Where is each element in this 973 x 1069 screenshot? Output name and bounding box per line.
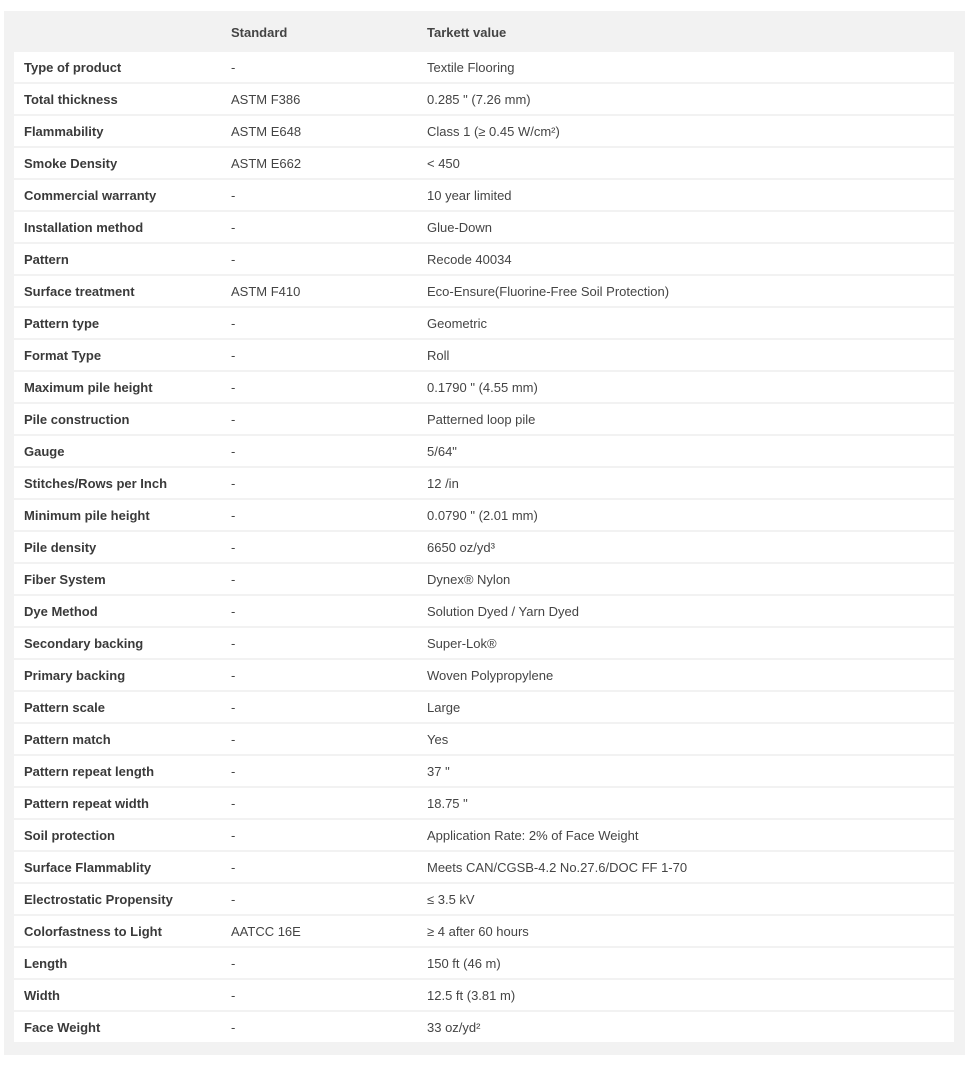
- row-value: Yes: [427, 732, 449, 747]
- row-label: Gauge: [24, 444, 65, 459]
- row-value: Super-Lok®: [427, 636, 497, 651]
- table-row: [14, 148, 954, 178]
- row-label: Face Weight: [24, 1020, 101, 1035]
- table-row: [14, 788, 954, 818]
- row-value: Application Rate: 2% of Face Weight: [427, 828, 639, 843]
- table-row: [14, 404, 954, 434]
- table-row: [14, 884, 954, 914]
- table-row: [14, 244, 954, 274]
- table-row: [14, 212, 954, 242]
- row-label: Pattern match: [24, 732, 111, 747]
- row-label: Pattern repeat length: [24, 764, 155, 779]
- row-standard: ASTM F410: [231, 284, 301, 299]
- row-label: Format Type: [24, 348, 102, 363]
- row-standard: -: [231, 732, 236, 747]
- row-value: 0.0790 " (2.01 mm): [427, 508, 538, 523]
- table-row: [14, 756, 954, 786]
- row-standard: -: [231, 572, 236, 587]
- row-standard: -: [231, 860, 236, 875]
- row-label: Surface Flammablity: [24, 860, 152, 875]
- row-standard: -: [231, 444, 236, 459]
- table-row: [14, 724, 954, 754]
- table-row: [14, 980, 954, 1010]
- row-label: Surface treatment: [24, 284, 135, 299]
- row-label: Pile construction: [24, 412, 130, 427]
- table-row: [14, 1012, 954, 1042]
- row-value: 0.1790 " (4.55 mm): [427, 380, 538, 395]
- table-row: [14, 852, 954, 882]
- row-standard: -: [231, 508, 236, 523]
- row-label: Length: [24, 956, 68, 971]
- row-label: Smoke Density: [24, 156, 118, 171]
- table-row: [14, 436, 954, 466]
- row-value: Meets CAN/CGSB-4.2 No.27.6/DOC FF 1-70: [427, 860, 688, 875]
- table-header: [4, 11, 965, 51]
- table-row: [14, 564, 954, 594]
- row-label: Commercial warranty: [24, 188, 157, 203]
- table-row: [14, 52, 954, 82]
- row-standard: -: [231, 540, 236, 555]
- row-label: Pattern: [24, 252, 69, 267]
- row-standard: -: [231, 220, 236, 235]
- row-value: < 450: [427, 156, 460, 171]
- row-value: ≤ 3.5 kV: [427, 892, 475, 907]
- header-tarkett-value: Tarkett value: [427, 25, 507, 40]
- row-label: Minimum pile height: [24, 508, 150, 523]
- row-value: 0.285 " (7.26 mm): [427, 92, 531, 107]
- table-row: [14, 500, 954, 530]
- table-row: [14, 692, 954, 722]
- row-label: Secondary backing: [24, 636, 144, 651]
- row-value: 33 oz/yd²: [427, 1020, 481, 1035]
- row-standard: -: [231, 476, 236, 491]
- row-label: Primary backing: [24, 668, 126, 683]
- row-value: 12 /in: [427, 476, 459, 491]
- row-label: Installation method: [24, 220, 144, 235]
- row-value: 10 year limited: [427, 188, 512, 203]
- row-label: Fiber System: [24, 572, 106, 587]
- table-row: [14, 660, 954, 690]
- table-row: [14, 468, 954, 498]
- spec-table: [4, 11, 965, 1055]
- row-standard: -: [231, 828, 236, 843]
- row-value: Solution Dyed / Yarn Dyed: [427, 604, 579, 619]
- table-row: [14, 916, 954, 946]
- table-row: [14, 372, 954, 402]
- row-label: Total thickness: [24, 92, 118, 107]
- table-body: [14, 52, 954, 1044]
- table-row: [14, 180, 954, 210]
- row-label: Pile density: [24, 540, 97, 555]
- row-value: 6650 oz/yd³: [427, 540, 495, 555]
- row-standard: ASTM E662: [231, 156, 302, 171]
- row-value: Roll: [427, 348, 450, 363]
- row-standard: ASTM E648: [231, 124, 302, 139]
- row-value: Woven Polypropylene: [427, 668, 554, 683]
- header-standard: Standard: [231, 25, 288, 40]
- row-label: Stitches/Rows per Inch: [24, 476, 168, 491]
- row-standard: -: [231, 348, 236, 363]
- table-row: [14, 84, 954, 114]
- row-value: Glue-Down: [427, 220, 493, 235]
- row-standard: -: [231, 668, 236, 683]
- table-row: [14, 628, 954, 658]
- row-label: Type of product: [24, 60, 122, 75]
- row-value: 37 ": [427, 764, 450, 779]
- row-value: Eco-Ensure(Fluorine-Free Soil Protection): [427, 284, 670, 299]
- row-standard: -: [231, 188, 236, 203]
- row-label: Width: [24, 988, 60, 1003]
- row-standard: -: [231, 380, 236, 395]
- row-standard: ASTM F386: [231, 92, 301, 107]
- row-value: Dynex® Nylon: [427, 572, 511, 587]
- row-label: Pattern type: [24, 316, 100, 331]
- row-standard: -: [231, 636, 236, 651]
- row-value: 18.75 ": [427, 796, 468, 811]
- row-standard: -: [231, 252, 236, 267]
- row-label: Pattern repeat width: [24, 796, 149, 811]
- row-value: Geometric: [427, 316, 487, 331]
- table-row: [14, 948, 954, 978]
- row-value: Class 1 (≥ 0.45 W/cm²): [427, 124, 560, 139]
- row-standard: -: [231, 412, 236, 427]
- row-label: Electrostatic Propensity: [24, 892, 173, 907]
- row-standard: -: [231, 604, 236, 619]
- row-standard: -: [231, 60, 236, 75]
- row-value: 5/64": [427, 444, 457, 459]
- row-value: 12.5 ft (3.81 m): [427, 988, 516, 1003]
- row-label: Dye Method: [24, 604, 98, 619]
- row-standard: -: [231, 988, 236, 1003]
- row-label: Flammability: [24, 124, 104, 139]
- row-value: ≥ 4 after 60 hours: [427, 924, 529, 939]
- table-row: [14, 820, 954, 850]
- table-row: [14, 116, 954, 146]
- row-label: Soil protection: [24, 828, 115, 843]
- row-label: Maximum pile height: [24, 380, 153, 395]
- row-value: Large: [427, 700, 461, 715]
- row-standard: -: [231, 1020, 236, 1035]
- row-standard: -: [231, 700, 236, 715]
- row-label: Colorfastness to Light: [24, 924, 162, 939]
- table-row: [14, 596, 954, 626]
- row-standard: -: [231, 796, 236, 811]
- row-value: 150 ft (46 m): [427, 956, 501, 971]
- row-standard: -: [231, 892, 236, 907]
- table-row: [14, 276, 954, 306]
- row-value: Textile Flooring: [427, 60, 515, 75]
- row-value: Recode 40034: [427, 252, 512, 267]
- row-label: Pattern scale: [24, 700, 105, 715]
- row-standard: AATCC 16E: [231, 924, 301, 939]
- table-row: [14, 340, 954, 370]
- table-row: [14, 308, 954, 338]
- row-standard: -: [231, 316, 236, 331]
- row-standard: -: [231, 764, 236, 779]
- table-row: [14, 532, 954, 562]
- row-standard: -: [231, 956, 236, 971]
- row-value: Patterned loop pile: [427, 412, 536, 427]
